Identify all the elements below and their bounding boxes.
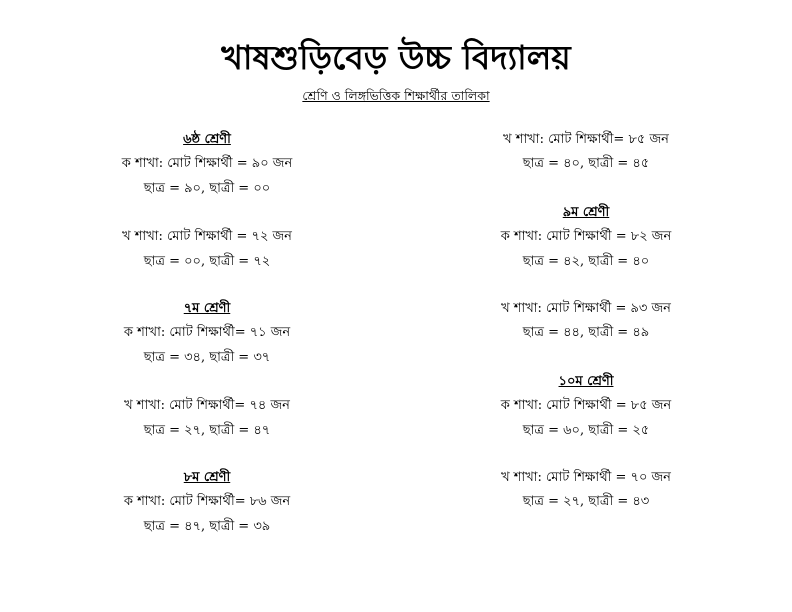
class7-heading: ৭ম শ্রেণী: [183, 301, 231, 316]
class7-kha-split: ছাত্র = ২৭, ছাত্রী = ৪৭: [143, 423, 271, 438]
class9-ka-split: ছাত্র = ৪২, ছাত্রী = ৪০: [522, 254, 650, 269]
document-subtitle: শ্রেণি ও লিঙ্গভিত্তিক শিক্ষার্থীর তালিকা: [302, 88, 490, 103]
class9-kha-split: ছাত্র = ৪৪, ছাত্রী = ৪৯: [522, 325, 650, 340]
class6-ka-split: ছাত্র = ৯০, ছাত্রী = ০০: [143, 181, 271, 196]
class8-ka-total: ক শাখা: মোট শিক্ষার্থী= ৮৬ জন: [123, 494, 291, 509]
class7-ka-total: ক শাখা: মোট শিক্ষার্থী= ৭১ জন: [123, 325, 291, 340]
class9-kha-total: খ শাখা: মোট শিক্ষার্থী = ৯৩ জন: [501, 301, 671, 316]
class8-heading: ৮ম শ্রেণী: [183, 470, 231, 485]
class7-kha-total: খ শাখা: মোট শিক্ষার্থী= ৭৪ জন: [124, 398, 290, 413]
class10-heading: ১০ম শ্রেণী: [558, 374, 614, 389]
class8-kha-split: ছাত্র = ৪০, ছাত্রী = ৪৫: [522, 156, 650, 171]
class8-ka-split: ছাত্র = ৪৭, ছাত্রী = ৩৯: [143, 519, 271, 534]
class6-ka-total: ক শাখা: মোট শিক্ষার্থী = ৯০ জন: [121, 156, 293, 171]
class6-kha-split: ছাত্র = ০০, ছাত্রী = ৭২: [143, 254, 271, 269]
class10-ka-total: ক শাখা: মোট শিক্ষার্থী = ৮৫ জন: [500, 398, 672, 413]
class6-kha-total: খ শাখা: মোট শিক্ষার্থী = ৭২ জন: [122, 229, 292, 244]
class9-heading: ৯ম শ্রেণী: [562, 205, 610, 220]
class6-heading: ৬ষ্ঠ শ্রেণী: [183, 132, 231, 147]
class9-ka-total: ক শাখা: মোট শিক্ষার্থী = ৮২ জন: [500, 229, 672, 244]
class8-kha-total: খ শাখা: মোট শিক্ষার্থী= ৮৫ জন: [503, 132, 669, 147]
class10-ka-split: ছাত্র = ৬০, ছাত্রী = ২৫: [522, 423, 650, 438]
class7-ka-split: ছাত্র = ৩৪, ছাত্রী = ৩৭: [143, 350, 271, 365]
class10-kha-split: ছাত্র = ২৭, ছাত্রী = ৪৩: [522, 494, 650, 509]
school-title: খাষশুড়িবেড় উচ্চ বিদ্যালয়: [221, 38, 571, 77]
class10-kha-total: খ শাখা: মোট শিক্ষার্থী = ৭০ জন: [501, 470, 671, 485]
